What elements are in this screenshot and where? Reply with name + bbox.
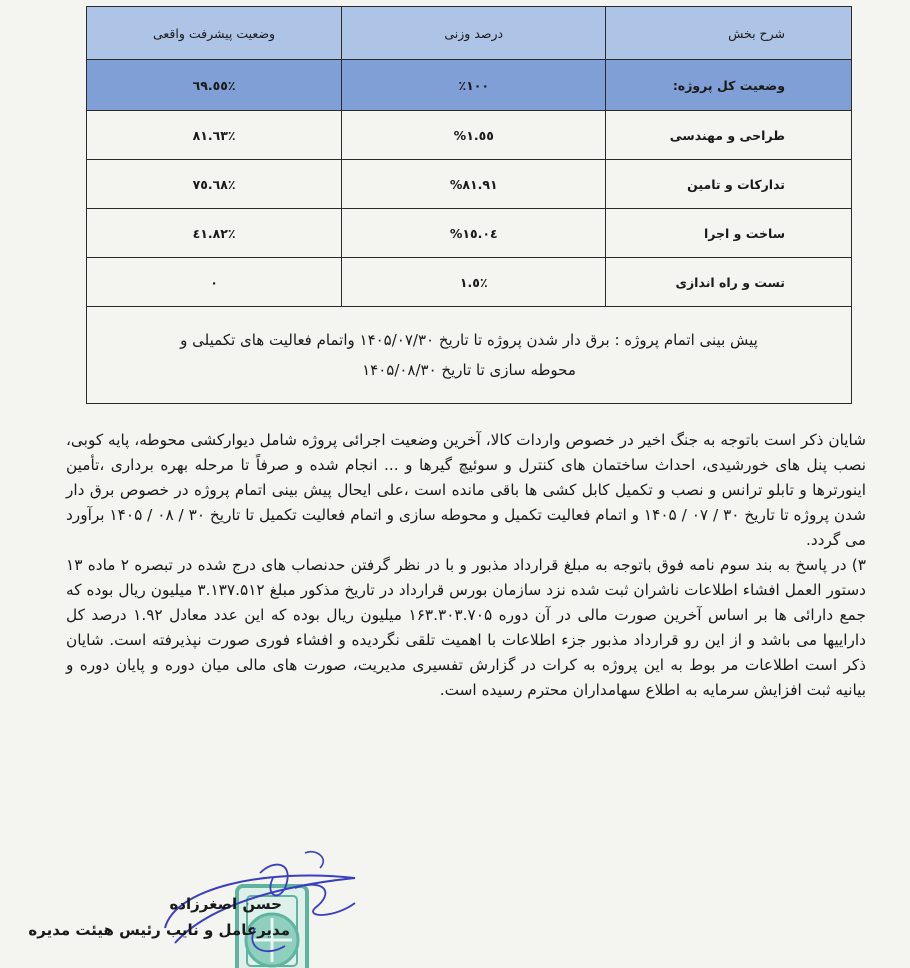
total-actual-progress: ٪٦٩.٥٥ bbox=[87, 60, 342, 111]
row-weight: ٨١.٩١% bbox=[342, 160, 606, 209]
signatory-title: مدیرعامل و نایب رئیس هیئت مدیره bbox=[28, 921, 290, 939]
letter-body bbox=[66, 428, 866, 703]
paragraph-war-imports: شایان ذکر است باتوجه به جنگ اخیر در خصوص واردات کالا، آخرین وضعیت اجرائی پروژه شامل دیوارکشی محوطه، پایه کوبی، نصب پنل های خورشیدی، احداث ساختمان های کنترل و سوئیچ گیرها و ... انجام شده و صرفاً تا مرحله بهره برداری ،تأمین اینورترها و تابلو ترانس و نصب و تکمیل کابل کشی ها باقی مانده است ،علی ایحال پیش بینی اتمام پروژه در خصوص برق دار شدن پروژه تا تاریخ ۳۰ / ۰۷ / ۱۴۰۵ و اتمام فعالیت تکمیل و محوطه سازی و اتمام فعالیت تکمیل تا تاریخ ۳۰ / ۰۸ / ۱۴۰۵ برآورد می گردد. bbox=[66, 431, 866, 549]
table-row bbox=[87, 258, 852, 307]
progress-table bbox=[86, 6, 852, 404]
total-description: وضعیت کل پروژه: bbox=[606, 60, 852, 111]
header-weight: درصد وزنی bbox=[342, 7, 606, 60]
row-description: تدارکات و تامین bbox=[606, 160, 852, 209]
row-description: طراحی و مهندسی bbox=[606, 111, 852, 160]
paragraph-contract-disclosure: ۳) در پاسخ به بند سوم نامه فوق باتوجه به مبلغ قرارداد مذبور و با در نظر گرفتن حدنصاب های درج شده در تبصره ۲ ماده ۱۳ دستور العمل افشاء اطلاعات ناشران ثبت شده نزد سازمان بورس قرارداد در تاریخ مذکور مبلغ ۳.۱۳۷.۵۱۲ میلیون ریال بوده که جمع دارائی ها بر اساس آخرین صورت مالی در آن دوره ۱۶۳.۳۰۳.۷۰۵ میلیون ریال بوده که این عدد معادل ۱.۹۲ درصد کل داراییها می باشد و از این رو قرارداد مذبور جزء اطلاعات با اهمیت تلقی نگردیده و افشاء فوری صورت نپذیرفته است. شایان ذکر است اطلاعات مر بوط به این پروژه به کرات در گزارش تفسیری مدیریت، صورت های مالی میان دوره و پایان دوره و بیانیه ثبت افزایش سرمایه به اطلاع سهامداران محترم رسیده است. bbox=[66, 556, 866, 699]
forecast-line-2: محوطه سازی تا تاریخ ۱۴۰۵/۰۸/۳۰ bbox=[362, 361, 576, 379]
header-description: شرح بخش bbox=[606, 7, 852, 60]
forecast-cell bbox=[87, 307, 852, 404]
table-row bbox=[87, 209, 852, 258]
total-weight: ١٠٠٪ bbox=[342, 60, 606, 111]
row-weight: ٪١.٥ bbox=[342, 258, 606, 307]
signature-block bbox=[28, 895, 290, 939]
table-row bbox=[87, 111, 852, 160]
row-actual-progress: ٠ bbox=[87, 258, 342, 307]
row-weight: ١.٥٥% bbox=[342, 111, 606, 160]
forecast-line-1: پیش بینی اتمام پروژه : برق دار شدن پروژه تا تاریخ ۱۴۰۵/۰۷/۳۰ واتمام فعالیت های تکمیلی و bbox=[180, 331, 758, 349]
row-actual-progress: ٪٨١.٦٣ bbox=[87, 111, 342, 160]
row-actual-progress: ٪٧٥.٦٨ bbox=[87, 160, 342, 209]
header-actual-progress: وضعیت پیشرفت واقعی bbox=[87, 7, 342, 60]
table-total-row bbox=[87, 60, 852, 111]
row-weight: ١٥.٠٤% bbox=[342, 209, 606, 258]
table-row bbox=[87, 160, 852, 209]
forecast-row bbox=[87, 307, 852, 404]
row-description: تست و راه اندازی bbox=[606, 258, 852, 307]
table-header-row bbox=[87, 7, 852, 60]
signatory-name: حسن اصغرزاده bbox=[169, 895, 282, 913]
row-description: ساخت و اجرا bbox=[606, 209, 852, 258]
row-actual-progress: ٪٤١.٨٢ bbox=[87, 209, 342, 258]
